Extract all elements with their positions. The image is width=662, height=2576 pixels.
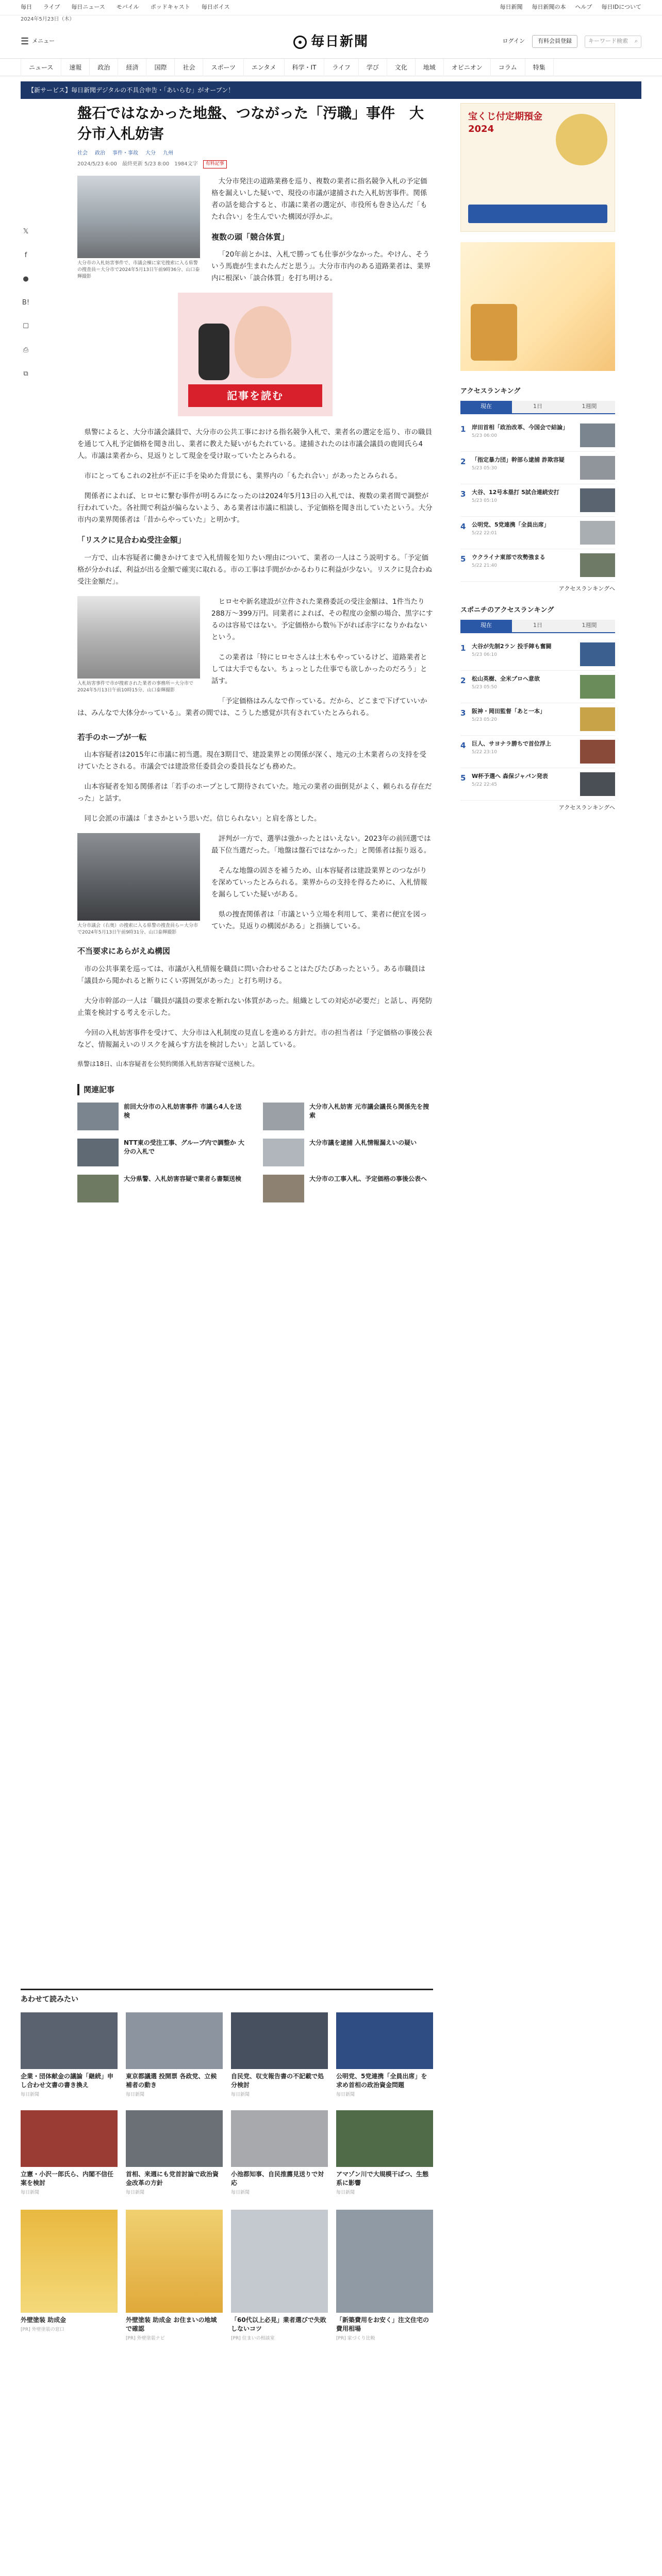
nav-item[interactable]: スポーツ (203, 59, 244, 76)
bookmark-icon[interactable]: ☐ (23, 323, 29, 331)
reco-ad-thumb (231, 2210, 328, 2313)
reco-source: 毎日新聞 (126, 2092, 145, 2097)
related-item[interactable] (263, 1139, 433, 1166)
nav-item[interactable]: 社会 (175, 59, 203, 76)
reco-text: アマゾン川で大規模干ばつ、生態系に影響 (336, 2170, 429, 2187)
topbar-right-item[interactable]: ヘルプ (575, 4, 592, 11)
ranking-item[interactable] (460, 484, 615, 517)
ranking-tab[interactable]: 現在 (460, 401, 512, 413)
ranking-tab[interactable]: 1日 (512, 401, 564, 413)
updated-date: 最終更新 5/23 8:00 (122, 161, 170, 167)
rank-thumb (580, 553, 615, 577)
rank-date: 5/23 05:50 (472, 684, 498, 690)
rank-number: 1 (460, 424, 466, 434)
article-paragraph: 山本容疑者を知る関係者は「若手のホープとして期待されていた。地元の業者の面倒見がよく、頼られる存在だった」と話す。 (77, 783, 432, 803)
reco-card[interactable] (126, 2012, 223, 2099)
related-thumb (77, 1175, 119, 1202)
rank-text: 岸田首相「政治改革、今国会で結論」 (472, 423, 568, 431)
rank-date: 5/23 05:30 (472, 465, 498, 471)
read-article-button[interactable]: 記事を読む (188, 384, 322, 407)
article-paragraph: 大分市幹部の一人は「職員が議員の要求を断れない体質があった。組織としての対応が必要だ」と話し、再発防止策を検討する考えを示した。 (77, 996, 433, 1017)
article-paragraph: 市にとってもこれの2社が不正に手を染めた背景にも、業界内の「もたれ合い」があったとみられる。 (84, 472, 402, 480)
reco-card[interactable] (336, 2110, 433, 2197)
rank-number: 3 (460, 708, 466, 718)
ranking-item[interactable] (460, 419, 615, 452)
rail-ad[interactable] (460, 103, 615, 232)
reco-text: 小池都知事、自民推薦見送りで対応 (231, 2170, 324, 2187)
ranking-tabs (460, 401, 615, 414)
photo-caption: 入札妨害事件で市が捜索された業者の事務所＝大分市で2024年5月13日午前10時15分、山口泰輝撮影 (77, 681, 194, 693)
subscribe-button[interactable]: 有料会員登録 (532, 35, 577, 48)
article-paragraph: 市の公共事業を巡っては、市議が入札情報を職員に問い合わせることはたびたびあったという。ある市職員は「議員から聞かれると断りにくい雰囲気があった」と打ち明ける。 (77, 964, 425, 985)
article-paragraph: そんな地盤の固さを補うため、山本容疑者は建設業界とのつながりを深めていったとみられる。業界からの支持を得るために、入札情報を漏らしていた疑いがある。 (211, 867, 427, 899)
ranking-more-link[interactable]: アクセスランキングへ (558, 585, 615, 592)
article-paragraph: 今回の入札妨害事件を受けて、大分市は入札制度の見直しを進める方針だ。市の担当者は「予定価格の事後公表など、情報漏えいのリスクを減らす方法を検討したい」と話している。 (77, 1028, 433, 1049)
topbar-right-item[interactable]: 毎日新聞の本 (532, 4, 566, 11)
tag-link[interactable]: 社会 (77, 150, 88, 156)
article-paragraph: 一方で、山本容疑者に働きかけてまで入札情報を知りたい理由について、業者の一人はこう説明する。「予定価格が分かれば、利益が出る金額で確実に取れる。市の工事は手間がかかるわりに利益が少ない。リスクに見合わぬ受注金額だ」。 (77, 553, 433, 586)
related-thumb (77, 1103, 119, 1130)
ranking-item[interactable] (460, 517, 615, 549)
print-icon[interactable]: ⎙ (23, 346, 29, 354)
logo-text: 毎日新聞 (310, 34, 369, 49)
reco-text: 東京都議選 投開票 各政党、立候補者の動き (126, 2073, 217, 2089)
rank-date: 5/23 06:10 (472, 652, 498, 657)
article-figure (77, 176, 200, 280)
ranking-item[interactable] (460, 768, 615, 801)
tag-link[interactable]: 政治 (95, 150, 105, 156)
section-heading: 若手のホープが一転 (77, 732, 147, 742)
article-paragraph: ヒロセや新名建設が立件された業務委託の受注金額は、1件当たり288万〜399万円。同業者によれば、その程度の金額の場合、黒字にするのは容易ではない。予定価格から数％下がれば赤字になりかねないという。 (211, 597, 433, 641)
topbar-right-item[interactable]: 毎日IDについて (601, 4, 641, 11)
ad-phone-image (198, 324, 229, 380)
reco-ad-grid (21, 2210, 433, 2343)
ad-person-image (235, 306, 291, 378)
article-title: 盤石ではなかった地盤、つながった「汚職」事件 大分市入札妨害 (77, 105, 424, 142)
reco-card[interactable] (126, 2110, 223, 2197)
reco-ad-source: [PR] 外壁塗装ナビ (126, 2336, 165, 2341)
ranking-title: アクセスランキング (460, 387, 521, 395)
nav-item[interactable]: 政治 (90, 59, 118, 76)
rank-text: 巨人、サヨナラ勝ちで首位浮上 (472, 740, 551, 747)
reco-grid (21, 2012, 433, 2196)
rank-text: 「指定暴力団」幹部ら逮捕 詐欺容疑 (472, 456, 565, 463)
reco-ad-card[interactable] (336, 2210, 433, 2343)
nav-item[interactable]: ライフ (324, 59, 358, 76)
related-item[interactable] (77, 1175, 247, 1202)
rank-date: 5/23 05:10 (472, 498, 498, 503)
ranking-item[interactable] (460, 671, 615, 703)
tag-link[interactable]: 九州 (163, 150, 173, 156)
reco-ad-text: 外壁塗装 助成金 (21, 2316, 67, 2324)
search-input[interactable] (585, 36, 641, 48)
article-figure (77, 833, 200, 936)
article-paragraph: 「予定価格はみんなで作っている。だから、どこまで下げていいかは、みんなで大体分かっている」。業者の間では、こうした感覚が共有されていたとみられる。 (77, 697, 427, 717)
tag-link[interactable]: 事件・事故 (112, 150, 138, 156)
photo-caption: 大分市の入札妨害事件で、市議会棟に家宅捜索に入る県警の捜査員＝大分市で2024年5月13日午前9時36分、山口泰輝撮影 (77, 260, 200, 279)
share-toolbar (21, 227, 32, 393)
rank-number: 4 (460, 740, 466, 750)
rank-date: 5/22 22:45 (472, 782, 498, 787)
rank-text: W杯予選へ 森保ジャパン発表 (472, 772, 548, 779)
hatena-share-icon[interactable]: B! (22, 299, 30, 307)
search-placeholder: キーワード検索 (588, 38, 628, 45)
related-thumb (263, 1103, 304, 1130)
publish-date: 2024/5/23 6:00 (77, 161, 117, 167)
reco-source: 毎日新聞 (231, 2190, 250, 2195)
article-figure (77, 596, 200, 694)
related-text: 大分県警、入札妨害容疑で業者ら書類送検 (124, 1175, 242, 1182)
article-paragraph: 大分市発注の道路業務を巡り、複数の業者に指名競争入札の予定価格を漏えいした疑いで、現役の市議が逮捕された入札妨害事件。関係者の話を総合すると、市議に業者の選定が、市役所も巻き込んだ「もたれ合い」を生んでいた構図が浮かぶ。 (211, 177, 427, 221)
article-paragraph: 同じ会派の市議は「まさかという思いだ。信じられない」と肩を落とした。 (84, 815, 321, 823)
reco-ad-card[interactable] (21, 2210, 118, 2343)
topbar-right-item[interactable]: 毎日新聞 (500, 4, 523, 11)
topbar-item[interactable]: ライブ (43, 4, 60, 11)
article-endnote: 県警は18日、山本容疑者を公契約関係入札妨害容疑で送検した。 (77, 1060, 259, 1067)
reco-source: 毎日新聞 (231, 2092, 250, 2097)
char-count: 1984文字 (174, 161, 198, 167)
related-list (77, 1103, 433, 1202)
reco-source: 毎日新聞 (21, 2190, 40, 2195)
ranking-item[interactable] (460, 703, 615, 736)
rank-text: 阪神・岡田監督「あと一本」 (472, 707, 545, 715)
rank-number: 4 (460, 521, 466, 531)
reco-ad-source: [PR] 家づくり比較 (336, 2336, 375, 2341)
rank-date: 5/22 22:01 (472, 530, 498, 536)
reco-card[interactable] (21, 2110, 118, 2197)
rank-number: 5 (460, 554, 466, 564)
rank-thumb (580, 740, 615, 764)
nav-item[interactable]: エンタメ (244, 59, 285, 76)
related-text: NTT東の受注工事、グループ内で調整か 大分の入札で (124, 1139, 244, 1155)
recommended-section (21, 1989, 433, 2343)
reco-thumb (231, 2110, 328, 2167)
rank-thumb (580, 675, 615, 699)
twitter-share-icon[interactable]: 𝕏 (23, 228, 29, 236)
ranking2-title: スポニチのアクセスランキング (460, 606, 554, 614)
article-paragraph: 「20年前とかは、入札で勝っても仕事が少なかった。やけん、そういう馬鹿が生まれたんだと思う」。大分市市内のある道路業者は、業界内に根深い「談合体質」を打ち明ける。 (211, 250, 431, 282)
rank-thumb (580, 488, 615, 512)
topbar-item[interactable]: 毎日ニュース (71, 4, 105, 11)
nav-item[interactable]: 文化 (387, 59, 416, 76)
article-paragraph: 県警によると、大分市議会議員で、大分市の公共工事における指名競争入札で、業者名の選定を巡り、市の職員を通じて入札予定価格を聞き出し、業者に教えた疑いがもたれている。逮捕されたのは市議会議員の鹿岡氏ら4人。市議は業者から、見返りとして現金を受け取っていたとみられる。 (77, 428, 432, 460)
ranking-tab[interactable]: 1週間 (564, 620, 615, 632)
rank-date: 5/23 05:20 (472, 717, 498, 722)
section-heading: 「リスクに見合わぬ受注金額」 (77, 535, 186, 545)
rank-thumb (580, 521, 615, 545)
reco-ad-text: 「60代以上必見」業者選びで失敗しないコツ (231, 2316, 326, 2332)
article-photo[interactable] (77, 176, 200, 258)
paid-badge: 有料記事 (203, 160, 227, 168)
ranking-more-link[interactable]: アクセスランキングへ (558, 804, 615, 811)
article-meta (77, 160, 433, 168)
ranking-tab[interactable]: 1日 (512, 620, 564, 632)
search-icon[interactable]: ⌕ (634, 38, 638, 45)
nav-item[interactable]: コラム (491, 59, 525, 76)
reco-ad-card[interactable] (231, 2210, 328, 2343)
nav-item[interactable]: オピニオン (444, 59, 491, 76)
topbar-item[interactable]: 毎日ボイス (201, 4, 230, 11)
ranking-tab[interactable]: 現在 (460, 620, 512, 632)
rank-thumb (580, 642, 615, 666)
promo-banner[interactable] (21, 81, 641, 99)
article-photo[interactable] (77, 596, 200, 679)
nav-item[interactable]: 速報 (61, 59, 90, 76)
ranking-item[interactable] (460, 452, 615, 484)
reco-thumb (336, 2110, 433, 2167)
reco-heading: あわせて読みたい (21, 1989, 433, 2005)
article-paragraph: 関係者によれば、ヒロセに繋む事件が明るみになったのは2024年5月13日の入札では、複数の業者間で調整が行われていた。各社間で利益が偏らないよう、ある業者は市議に相談し、予定価格を聞き出していたという。大分市内の業界関係者は「昔からやっていた」と明かす。 (77, 492, 433, 524)
related-text: 大分市議を逮捕 入札情報漏えいの疑い (309, 1139, 417, 1146)
logo-mark-icon (293, 36, 307, 49)
line-share-icon[interactable]: ● (23, 275, 29, 283)
rank-number: 3 (460, 489, 466, 499)
reco-thumb (126, 2110, 223, 2167)
related-text: 前回大分市の入札妨害事件 市議ら4人を送検 (124, 1103, 242, 1119)
date-display: 2024年5月23日（木） (21, 16, 75, 22)
rail-ad[interactable] (460, 242, 615, 371)
reco-thumb (21, 2110, 118, 2167)
related-text: 大分市入札妨害 元市議会議長ら関係先を捜索 (309, 1103, 429, 1119)
article-paragraph: この業者は「特にヒロセさんは土木もやっているけど、道路業者としては大手でもない。ちょっとした仕事でも欲しかったのだろう」と話す。 (211, 653, 427, 685)
nav-item[interactable]: 国際 (146, 59, 175, 76)
rank-thumb (580, 456, 615, 480)
reco-thumb (21, 2012, 118, 2069)
rank-text: 大谷、12号本塁打 5試合連続安打 (472, 488, 559, 496)
login-link[interactable]: ログイン (502, 38, 525, 45)
reco-card[interactable] (231, 2012, 328, 2099)
rank-number: 1 (460, 643, 466, 653)
reco-ad-card[interactable] (126, 2210, 223, 2343)
site-logo[interactable] (293, 32, 369, 52)
nav-item[interactable]: 科学・IT (285, 59, 325, 76)
nav-item[interactable]: 経済 (118, 59, 146, 76)
reco-ad-source: [PR] 住まいの相談室 (231, 2336, 275, 2341)
ranking-item[interactable] (460, 638, 615, 671)
reco-source: 毎日新聞 (21, 2092, 40, 2097)
rank-thumb (580, 772, 615, 796)
rank-thumb (580, 423, 615, 447)
rail-ad-button[interactable] (468, 205, 607, 223)
reco-ad-thumb (336, 2210, 433, 2313)
global-nav (0, 59, 662, 76)
nav-item[interactable]: 地域 (416, 59, 444, 76)
reco-card[interactable] (231, 2110, 328, 2197)
article-paragraph: 評判が一方で、選挙は強かったとはいえない。2023年の前回選では最下位当選だった。「地盤は盤石ではなかった」と関係者は振り返る。 (211, 835, 431, 855)
reco-text: 企業・団体献金の議論「継続」申し合わせ文書の書き換え (21, 2073, 114, 2089)
related-heading: 関連記事 (77, 1084, 433, 1096)
reco-card[interactable] (21, 2012, 118, 2099)
related-thumb (263, 1175, 304, 1202)
rail-ad-title: 宝くじ付定期預金2024 (468, 111, 542, 134)
topbar-item[interactable]: 毎日 (21, 4, 32, 11)
ranking2-tabs (460, 620, 615, 633)
section-heading: 複数の頭「競合体質」 (211, 232, 289, 242)
facebook-share-icon[interactable]: f (24, 251, 27, 260)
rank-text: 公明党、5党連携「全員出席」 (472, 521, 550, 528)
reco-ad-thumb (21, 2210, 118, 2313)
reco-ad-text: 外壁塗装 助成金 お住まいの地域で確認 (126, 2316, 217, 2332)
rank-date: 5/22 21:40 (472, 563, 498, 568)
reco-ad-source: [PR] 外壁塗装の窓口 (21, 2327, 64, 2332)
reco-source: 毎日新聞 (336, 2190, 355, 2195)
article-paragraph: 県の捜査関係者は「市議という立場を利用して、業者に便宜を図っていた。見返りの構図がある」と指摘している。 (211, 910, 427, 930)
section-heading: 不当要求にあらがえぬ構図 (77, 946, 171, 956)
reco-thumb (126, 2012, 223, 2069)
related-item[interactable] (263, 1175, 433, 1202)
reco-thumb (336, 2012, 433, 2069)
rank-number: 2 (460, 675, 466, 685)
topbar-item[interactable]: ポッドキャスト (150, 4, 190, 11)
nav-item[interactable]: 特集 (525, 59, 554, 76)
topbar-item[interactable]: モバイル (116, 4, 139, 11)
rank-text: ウクライナ東部で攻勢強まる (472, 553, 545, 561)
inline-ad[interactable] (178, 293, 333, 416)
menu-icon[interactable]: ☰ (21, 36, 29, 47)
reco-text: 公明党、5党連携「全員出席」を求め首相の政治資金問題 (336, 2073, 427, 2089)
related-text: 大分市の工事入札、予定価格の事後公表へ (309, 1175, 427, 1182)
article-photo[interactable] (77, 833, 200, 921)
tag-link[interactable]: 大分 (145, 150, 156, 156)
site-header (0, 25, 662, 59)
reco-text: 自民党、収支報告書の不記載で処分検討 (231, 2073, 324, 2089)
ranking-item[interactable] (460, 549, 615, 582)
rail-ad-product-image (471, 304, 517, 361)
photo-caption: 大分市議会（右奥）の捜索に入る県警の捜査員ら＝大分市で2024年5月13日午前9時31分、山口泰輝撮影 (77, 923, 198, 935)
related-item[interactable] (77, 1139, 247, 1166)
reco-source: 毎日新聞 (126, 2190, 145, 2195)
promo-text: 【新サービス】毎日新聞デジタルの不具合申告・「あいらむ」がオープン！ (28, 87, 235, 94)
menu-label[interactable]: メニュー (32, 38, 55, 45)
right-rail (460, 103, 615, 824)
link-copy-icon[interactable]: ⧉ (23, 370, 28, 378)
reco-text: 首相、来週にも党首討論で政治資金改革の方針 (126, 2170, 219, 2187)
reco-ad-text: 「新築費用をお安く」注文住宅の費用相場 (336, 2316, 429, 2332)
related-item[interactable] (263, 1103, 433, 1130)
rank-date: 5/23 06:00 (472, 433, 498, 438)
related-item[interactable] (77, 1103, 247, 1130)
reco-card[interactable] (336, 2012, 433, 2099)
rank-text: 松山英樹、全米プロへ意欲 (472, 675, 540, 682)
article-tags (77, 149, 433, 157)
rank-date: 5/22 23:10 (472, 749, 498, 755)
related-thumb (77, 1139, 119, 1166)
reco-text: 立憲・小沢一郎氏ら、内閣不信任案を検討 (21, 2170, 114, 2187)
article-main (77, 103, 433, 1218)
rank-text: 大谷が先制2ラン 投手陣も奮闘 (472, 642, 552, 650)
rank-number: 5 (460, 773, 466, 783)
related-thumb (263, 1139, 304, 1166)
rail-ad-image (556, 114, 607, 165)
rank-number: 2 (460, 456, 466, 466)
ranking-item[interactable] (460, 736, 615, 768)
reco-thumb (231, 2012, 328, 2069)
top-utility-bar (0, 0, 662, 15)
reco-ad-thumb (126, 2210, 223, 2313)
ranking-tab[interactable]: 1週間 (564, 401, 615, 413)
article-paragraph: 山本容疑者は2015年に市議に初当選。現在3期目で、建設業界との関係が深く、地元の土木業者らの支持を受けていたとされる。市議会では建設常任委員会の委員長なども務めた。 (77, 751, 426, 771)
nav-item[interactable]: ニュース (21, 59, 61, 76)
reco-source: 毎日新聞 (336, 2092, 355, 2097)
rank-thumb (580, 707, 615, 731)
nav-item[interactable]: 学び (359, 59, 387, 76)
